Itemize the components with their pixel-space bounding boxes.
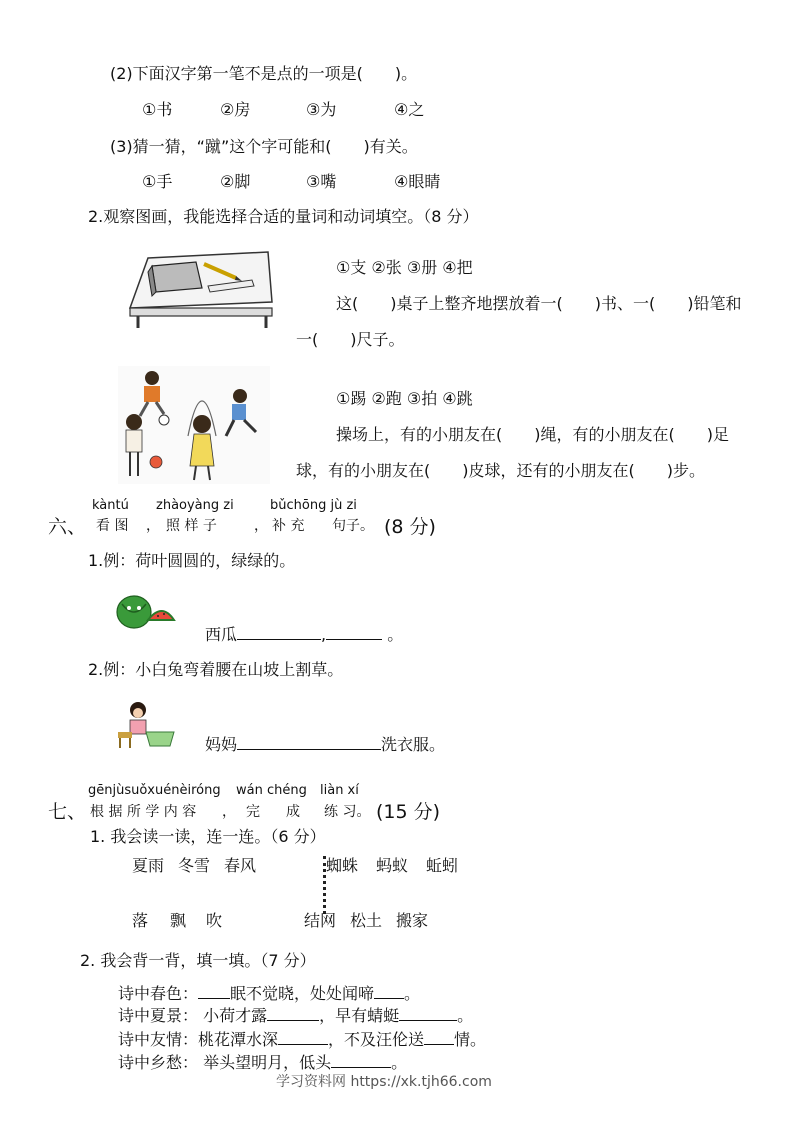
s7-chars-4: 练 习。 xyxy=(324,804,371,820)
s6-ex1-blank-2[interactable] xyxy=(326,624,382,640)
s6-pinyin-3: bǔchōng jù zi xyxy=(270,498,357,513)
s7-pinyin-1: gēnjùsuǒxuénèiróng xyxy=(88,783,221,798)
poem-spring-label: 诗中春色： xyxy=(118,984,199,1003)
section-7-number: 七、 xyxy=(48,801,87,823)
match-right-bottom-1[interactable]: 结网 xyxy=(304,911,337,930)
s6-ex1-answer-line xyxy=(205,624,403,645)
desk-sentence-line-2: 一( )尺子。 xyxy=(296,330,405,349)
poem-spring-blank-2[interactable] xyxy=(374,983,404,999)
s6-separator-1: ， xyxy=(146,518,160,534)
s7-question-2: 2. 我会背一背，填一填。（7 分） xyxy=(80,951,316,970)
poem-summer-label: 诗中夏景： 小荷才露 xyxy=(118,1006,268,1025)
poem-spring-text: 眠不觉晓，处处闻啼 xyxy=(230,984,375,1003)
poem-summer-text: ，早有蜻蜓 xyxy=(319,1006,400,1025)
q2-option-4: ④之 xyxy=(394,100,425,119)
playground-sentence-line-1: 操场上，有的小朋友在( )绳，有的小朋友在( )足 xyxy=(336,425,729,444)
desk-sentence-line-1: 这( )桌子上整齐地摆放着一( )书、一( )铅笔和 xyxy=(336,294,742,313)
q3-option-1: ①手 xyxy=(142,172,173,191)
match-right-top-1[interactable]: 蜘蛛 xyxy=(326,856,359,875)
verb-options: ①踢 ②跑 ③拍 ④跳 xyxy=(336,389,473,408)
s6-ex1-comma: , xyxy=(321,625,327,644)
q2-option-3: ③为 xyxy=(306,100,337,119)
s6-ex2-blank[interactable] xyxy=(237,734,381,750)
poem-homesick-blank[interactable] xyxy=(331,1052,391,1068)
poem-summer-end: 。 xyxy=(457,1006,474,1025)
s7-score: (15 分) xyxy=(376,801,441,823)
poem-line-friendship xyxy=(118,1029,486,1050)
poem-friendship-label: 诗中友情：桃花潭水深 xyxy=(118,1030,279,1049)
poem-line-spring xyxy=(118,983,420,1004)
s6-ex2-answer-line xyxy=(205,734,445,755)
poem-line-homesick xyxy=(118,1052,407,1073)
poem-spring-end: 。 xyxy=(404,984,421,1003)
poem-homesick-label: 诗中乡愁： 举头望明月，低头 xyxy=(118,1053,332,1072)
poem-friendship-blank-2[interactable] xyxy=(424,1029,454,1045)
poem-spring-blank-1[interactable] xyxy=(198,983,230,999)
match-right-top-2[interactable]: 蚂蚁 xyxy=(376,856,409,875)
s7-pinyin-2: wán chéng xyxy=(236,783,307,798)
s6-pinyin-2: zhàoyàng zi xyxy=(156,498,234,513)
match-divider-dots xyxy=(323,856,326,914)
q2-option-1: ①书 xyxy=(142,100,173,119)
poem-friendship-end: 情。 xyxy=(454,1030,487,1049)
s6-separator-2: ， xyxy=(254,518,268,534)
poem-line-summer xyxy=(118,1005,473,1026)
poem-friendship-text: ，不及汪伦送 xyxy=(328,1030,425,1049)
s6-example-2: 2.例：小白兔弯着腰在山坡上割草。 xyxy=(88,660,344,679)
measure-word-options: ①支 ②张 ③册 ④把 xyxy=(336,258,473,277)
desk-illustration xyxy=(126,250,274,330)
playground-illustration xyxy=(118,366,270,484)
playground-sentence-line-2: 球，有的小朋友在( )皮球，还有的小朋友在( )步。 xyxy=(296,461,705,480)
poem-homesick-end: 。 xyxy=(391,1053,408,1072)
match-left-top-1[interactable]: 夏雨 xyxy=(132,856,165,875)
section-6-number: 六、 xyxy=(48,516,87,538)
watermark: 学习资料网 https://xk.tjh66.com xyxy=(276,1074,492,1090)
s5-question-2-title: 2.观察图画，我能选择合适的量词和动词填空。（8 分） xyxy=(88,207,479,226)
s6-ex1-end: 。 xyxy=(387,625,404,644)
s7-chars-3: 成 xyxy=(286,804,300,820)
poem-summer-blank-2[interactable] xyxy=(399,1005,457,1021)
q2-option-2: ②房 xyxy=(220,100,251,119)
s6-ex2-prefix: 妈妈 xyxy=(205,735,238,754)
s7-chars-2: 完 xyxy=(246,804,260,820)
q3-option-3: ③嘴 xyxy=(306,172,337,191)
s6-chars-2: 照 样 子 xyxy=(166,518,217,534)
s7-separator: ， xyxy=(222,804,236,820)
question-3: (3)猜一猜，“蹴”这个字可能和( )有关。 xyxy=(110,137,418,156)
match-right-top-3[interactable]: 蚯蚓 xyxy=(426,856,459,875)
s7-chars-1: 根 据 所 学 内 容 xyxy=(90,804,197,820)
question-2: (2)下面汉字第一笔不是点的一项是( )。 xyxy=(110,64,418,83)
s6-ex2-suffix: 洗衣服。 xyxy=(381,735,446,754)
s6-chars-1: 看 图 xyxy=(96,518,129,534)
match-left-bottom-2[interactable]: 飘 xyxy=(170,911,187,930)
s6-ex1-prefix: 西瓜 xyxy=(205,625,238,644)
s7-question-1: 1. 我会读一读，连一连。（6 分） xyxy=(90,827,326,846)
match-left-bottom-3[interactable]: 吹 xyxy=(206,911,223,930)
mother-washing-illustration xyxy=(114,700,176,750)
match-right-bottom-2[interactable]: 松土 xyxy=(350,911,383,930)
match-left-top-2[interactable]: 冬雪 xyxy=(178,856,211,875)
s6-score: (8 分) xyxy=(384,516,436,538)
poem-summer-blank-1[interactable] xyxy=(267,1005,319,1021)
watermelon-illustration xyxy=(114,590,176,634)
s6-chars-3: 补 充 xyxy=(272,518,305,534)
s6-example-1: 1.例：荷叶圆圆的，绿绿的。 xyxy=(88,551,296,570)
s6-pinyin-1: kàntú xyxy=(92,498,129,513)
s7-pinyin-3: liàn xí xyxy=(320,783,359,798)
q3-option-2: ②脚 xyxy=(220,172,251,191)
match-left-top-3[interactable]: 春风 xyxy=(224,856,257,875)
match-left-bottom-1[interactable]: 落 xyxy=(132,911,149,930)
s6-chars-4: 句子。 xyxy=(332,518,374,534)
match-right-bottom-3[interactable]: 搬家 xyxy=(396,911,429,930)
poem-friendship-blank-1[interactable] xyxy=(278,1029,328,1045)
q3-option-4: ④眼睛 xyxy=(394,172,441,191)
s6-ex1-blank-1[interactable] xyxy=(237,624,321,640)
